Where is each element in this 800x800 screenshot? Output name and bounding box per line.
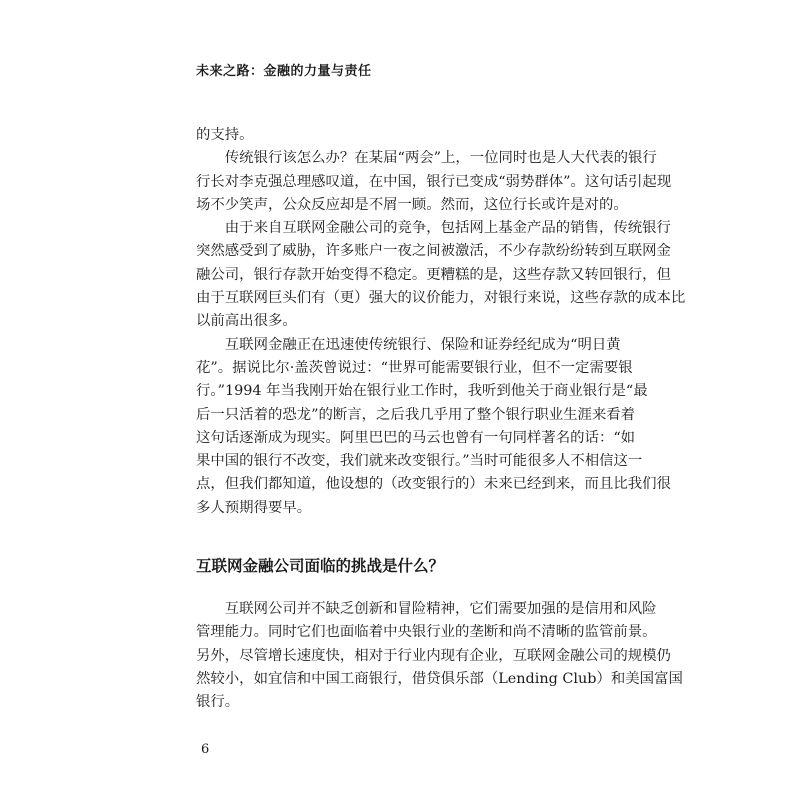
text-line: 多人预期得要早。: [196, 499, 312, 516]
paragraph-3: [196, 217, 686, 333]
running-head: 未来之路：金融的力量与责任: [196, 64, 372, 79]
text-line: 的支持。: [196, 127, 254, 143]
text-line: 点，但我们都知道，他设想的（改变银行的）未来已经到来，而且比我们很: [196, 476, 671, 493]
text-line: 传统银行该怎么办？在某届“两会”上，一位同时也是人大代表的银行: [196, 150, 657, 167]
text-line: 以前高出很多。: [196, 313, 297, 330]
text-line: 这句话逐渐成为现实。阿里巴巴的马云也曾有一句同样著名的话：“如: [196, 429, 636, 446]
body-text-section-2: [196, 598, 683, 714]
text-line: 管理能力。同时它们也面临着中央银行业的垄断和尚不清晰的监管前景。: [196, 624, 657, 641]
text-line: 花”。据说比尔·盖茨曾说过：“世界可能需要银行业，但不一定需要银: [196, 359, 633, 376]
text-line: 融公司，银行存款开始变得不稳定。更糟糕的是，这些存款又转回银行，但: [196, 266, 671, 283]
text-line: 突然感受到了威胁，许多账户一夜之间被激活，不少存款纷纷转到互联网金: [196, 243, 671, 260]
paragraph-2: [196, 147, 672, 217]
text-line: 另外，尽管增长速度快，相对于行业内现有企业，互联网金融公司的规模仍: [196, 647, 671, 664]
paragraph-5: [196, 598, 683, 714]
text-line: 由于互联网巨头们有（更）强大的议价能力，对银行来说，这些存款的成本比: [196, 290, 686, 307]
text-line: 后一只活着的恐龙”的断言，之后我几乎用了整个银行职业生涯来看着: [196, 406, 636, 423]
text-line: 由于来自互联网金融公司的竞争，包括网上基金产品的销售，传统银行: [196, 220, 671, 237]
text-line: 场不少笑声，公众反应却是不屑一顾。然而，这位行长或许是对的。: [196, 196, 628, 213]
text-line: 互联网金融正在迅速使传统银行、保险和证券经纪成为“明日黄: [196, 336, 621, 353]
text-line: 银行。: [196, 694, 240, 711]
section-heading: 互联网金融公司面临的挑战是什么？: [196, 556, 445, 575]
page-number: 6: [201, 742, 210, 757]
text-line: 互联网公司并不缺乏创新和冒险精神，它们需要加强的是信用和风险: [196, 601, 657, 617]
text-line: 果中国的银行不改变，我们就来改变银行。”当时可能很多人不相信这一: [196, 453, 643, 470]
body-text: [196, 124, 686, 520]
text-line: 然较小，如宜信和中国工商银行，借贷俱乐部（Lending Club）和美国富国: [196, 670, 683, 687]
text-line: 行长对李克强总理感叹道，在中国，银行已变成“弱势群体”。这句话引起现: [196, 173, 672, 190]
paragraph-1: [196, 124, 606, 147]
text-line: 行。”1994 年当我刚开始在银行业工作时，我听到他关于商业银行是“最: [196, 383, 648, 400]
paragraph-4: [196, 334, 671, 520]
